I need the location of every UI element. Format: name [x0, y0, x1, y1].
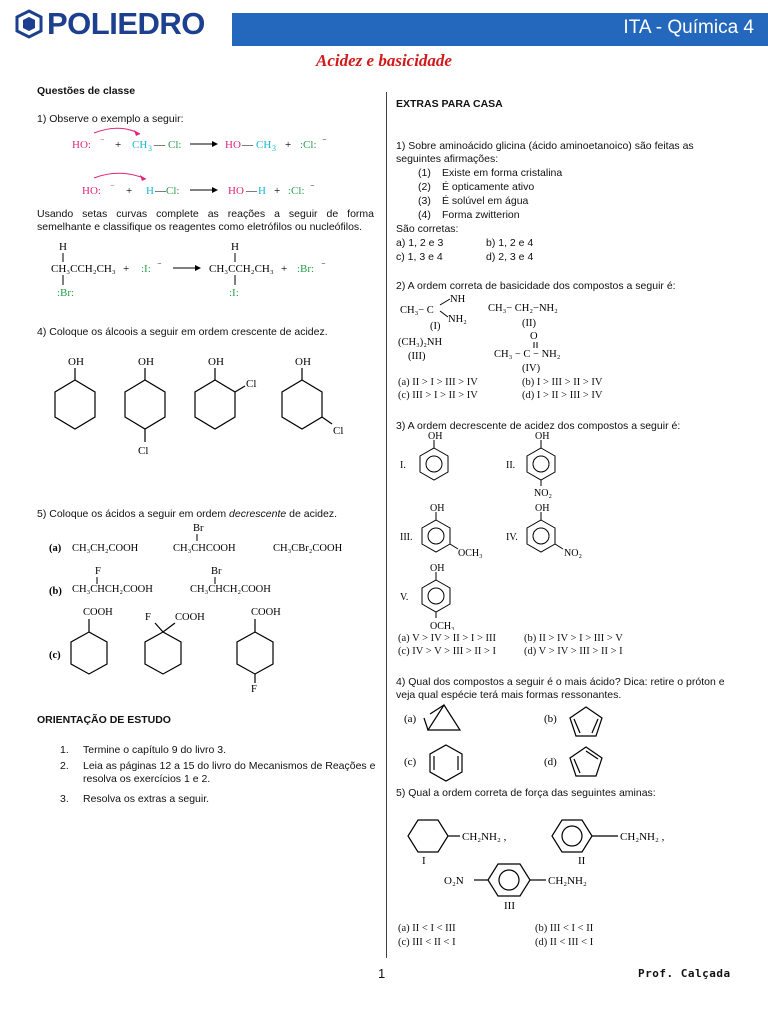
- q5-a2: CH₃CHCOOH: [173, 543, 236, 554]
- svg-text:NH: NH: [450, 294, 466, 305]
- svg-text:OH: OH: [208, 356, 224, 368]
- svg-text::I:: :I:: [229, 287, 239, 299]
- r-q1-n3: (3): [418, 195, 431, 207]
- svg-text::Cl:: :Cl:: [288, 185, 305, 197]
- svg-text:+: +: [281, 263, 288, 275]
- svg-text:II.: II.: [506, 460, 516, 471]
- svg-text:CH: CH: [132, 139, 148, 151]
- svg-text:CH: CH: [256, 139, 272, 151]
- svg-text:Cl: Cl: [246, 378, 257, 390]
- orient-n3: 3.: [60, 793, 69, 805]
- svg-text:III: III: [504, 900, 515, 912]
- r-q2-opt-c: (c) III > I > II > IV: [398, 390, 478, 401]
- q1-exercise-reaction: [45, 238, 345, 304]
- q5-b1: CH₃CHCH₂COOH: [72, 584, 153, 595]
- poliedro-logo-icon: [14, 9, 44, 39]
- svg-text:Br: Br: [193, 523, 204, 534]
- r-q1-correct: São corretas:: [396, 223, 459, 235]
- svg-text:O₂N: O₂N: [444, 875, 464, 887]
- svg-text:CH₂NH₂ ,: CH₂NH₂ ,: [620, 831, 665, 843]
- svg-text:NO₂: NO₂: [534, 488, 552, 499]
- r-q2-opt-d: (d) I > II > III > IV: [522, 390, 603, 401]
- r-q1-text: 1) Sobre aminoácido glicina (ácido aminoetanoico) são feitas as seguintes afirmações:: [396, 140, 694, 165]
- svg-text:(b): (b): [49, 586, 62, 597]
- svg-text:Cl: Cl: [138, 445, 149, 457]
- svg-text:⁻: ⁻: [310, 182, 315, 192]
- r-q1-item-3: É solúvel em água: [442, 195, 529, 207]
- svg-text:OH: OH: [138, 356, 154, 368]
- r-q1-opt-b: b) 1, 2 e 4: [486, 237, 534, 249]
- r-q1-n2: (2): [418, 181, 431, 193]
- svg-text::Br:: :Br:: [57, 287, 75, 299]
- r-q1-item-4: Forma zwitterion: [442, 209, 520, 221]
- svg-text:+: +: [115, 139, 122, 151]
- r-q1-n1: (1): [418, 167, 431, 179]
- svg-text:H: H: [59, 241, 67, 253]
- svg-text:COOH: COOH: [83, 607, 113, 618]
- orient-n1: 1.: [60, 744, 69, 756]
- svg-text::I:: :I:: [141, 263, 151, 275]
- q5-text: 5) Coloque os ácidos a seguir em ordem decrescente de acidez.: [37, 508, 338, 520]
- r-q3-text: 3) A ordem decrescente de acidez dos compostos a seguir é:: [396, 420, 681, 432]
- svg-text:(II): (II): [522, 318, 536, 329]
- svg-text:⁻: ⁻: [100, 136, 105, 146]
- svg-text:(I): (I): [430, 321, 441, 332]
- svg-text:H: H: [231, 241, 239, 253]
- svg-text:OCH₃: OCH₃: [458, 548, 483, 559]
- r-q1-opt-d: d) 2, 3 e 4: [486, 251, 534, 263]
- orient-item-1: Termine o capítulo 9 do livro 3.: [83, 744, 226, 756]
- svg-text:+: +: [274, 185, 281, 197]
- extras-title: EXTRAS PARA CASA: [396, 98, 503, 110]
- svg-text:H: H: [258, 185, 266, 197]
- r-q2-opt-b: (b) I > III > II > IV: [522, 377, 603, 388]
- svg-text::Cl:: :Cl:: [300, 139, 317, 151]
- r-q3-opt-c: (c) IV > V > III > II > I: [398, 646, 497, 657]
- author: Prof. Calçada: [638, 967, 731, 980]
- q4-alcohols: [40, 352, 380, 462]
- orient-item-2: Leia as páginas 12 a 15 do livro do Mecanismos de Reações e resolva os exercícios 1 e 2.: [83, 760, 376, 785]
- svg-text:Br: Br: [211, 566, 222, 577]
- svg-text:O: O: [530, 331, 538, 342]
- course-title: ITA - Química 4: [623, 17, 754, 38]
- r-q2-text: 2) A ordem correta de basicidade dos compostos a seguir é:: [396, 280, 676, 292]
- svg-text:IV.: IV.: [506, 532, 518, 543]
- svg-text:(d): (d): [544, 756, 557, 768]
- r-q3-opt-b: (b) II > IV > I > III > V: [524, 633, 623, 644]
- svg-text:OCH₃: OCH₃: [430, 621, 455, 630]
- svg-text:⁻: ⁻: [157, 260, 162, 270]
- r-q3-opt-d: (d) V > IV > III > II > I: [524, 646, 623, 657]
- svg-text:(CH₃)₂NH: (CH₃)₂NH: [398, 337, 443, 348]
- r-q1-item-1: Existe em forma cristalina: [442, 167, 563, 179]
- svg-text:CH₂NH₂ ,: CH₂NH₂ ,: [462, 831, 507, 843]
- r-q3-opt-a: (a) V > IV > II > I > III: [398, 633, 497, 644]
- r-q5-opt-d: (d) II < III < I: [535, 937, 594, 948]
- orient-n2: 2.: [60, 760, 69, 772]
- svg-text:(a): (a): [49, 543, 62, 554]
- svg-text:V.: V.: [400, 592, 409, 603]
- svg-text:(c): (c): [404, 756, 417, 768]
- q5-acids: [45, 520, 380, 698]
- svg-text:—: —: [155, 185, 166, 197]
- r-q2-compounds: [396, 291, 656, 373]
- course-banner: [232, 13, 768, 46]
- svg-text:F: F: [145, 612, 151, 623]
- r-q1-opt-a: a) 1, 2 e 3: [396, 237, 444, 249]
- svg-text:CH₂NH₂: CH₂NH₂: [548, 875, 587, 887]
- q1-instruction: Usando setas curvas complete as reações a seguir de forma semelhante e classifique os reagentes como eletrófilos ou nucleófilos.: [37, 208, 374, 233]
- svg-text:COOH: COOH: [251, 607, 281, 618]
- orient-title: ORIENTAÇÃO DE ESTUDO: [37, 714, 171, 726]
- svg-text:III.: III.: [400, 532, 413, 543]
- svg-text:+: +: [126, 185, 133, 197]
- r-q1-n4: (4): [418, 209, 431, 221]
- svg-text:(IV): (IV): [522, 363, 541, 373]
- svg-text:(a): (a): [404, 713, 417, 725]
- svg-text:(b): (b): [544, 713, 557, 725]
- r-q5-opt-a: (a) II < I < III: [398, 923, 456, 934]
- page-header: [0, 0, 768, 46]
- svg-text:(III): (III): [408, 351, 426, 362]
- svg-text:NH₂: NH₂: [448, 314, 467, 325]
- orient-item-3: Resolva os extras a seguir.: [83, 793, 210, 805]
- q1-text: 1) Observe o exemplo a seguir:: [37, 113, 184, 125]
- svg-text:—: —: [246, 185, 257, 197]
- svg-text:(c): (c): [49, 650, 61, 661]
- svg-text:—: —: [154, 139, 165, 151]
- svg-text:OH: OH: [535, 503, 550, 514]
- svg-text:⁻: ⁻: [321, 260, 326, 270]
- svg-text:OH: OH: [535, 431, 550, 442]
- svg-text:HO:: HO:: [72, 139, 91, 151]
- section-title: Questões de classe: [37, 85, 136, 97]
- r-q1-item-2: É opticamente ativo: [442, 181, 535, 193]
- q5-b2: CH₃CHCH₂COOH: [190, 584, 271, 595]
- r-q5-opt-b: (b) III < I < II: [535, 923, 594, 934]
- svg-text:3: 3: [272, 144, 276, 153]
- svg-text::Br:: :Br:: [297, 263, 315, 275]
- svg-text:F: F: [251, 684, 257, 695]
- r-q3-phenols: [396, 430, 656, 630]
- svg-text:OH: OH: [428, 431, 443, 442]
- svg-text:F: F: [95, 566, 101, 577]
- svg-text:CH₃CCH₂CH₃: CH₃CCH₂CH₃: [51, 263, 116, 275]
- svg-text:HO:: HO:: [82, 185, 101, 197]
- q4-text: 4) Coloque os álcoois a seguir em ordem crescente de acidez.: [37, 326, 328, 338]
- svg-text:Cl:: Cl:: [166, 185, 180, 197]
- svg-text:NO₂: NO₂: [564, 548, 582, 559]
- logo-text: POLIEDRO: [47, 6, 205, 41]
- r-q5-text: 5) Qual a ordem correta de força das seguintes aminas:: [396, 787, 656, 799]
- svg-text:CH₃− CH₂−NH₂: CH₃− CH₂−NH₂: [488, 303, 558, 314]
- page-number: 1: [378, 966, 386, 981]
- r-q5-opt-c: (c) III < II < I: [398, 937, 456, 948]
- r-q1-opt-c: c) 1, 3 e 4: [396, 251, 443, 263]
- q5-a3: CH₃CBr₂COOH: [273, 543, 343, 554]
- svg-text:CH₃CCH₂CH₃: CH₃CCH₂CH₃: [209, 263, 274, 275]
- svg-text:OH: OH: [430, 503, 445, 514]
- svg-text:II: II: [578, 855, 586, 867]
- q5-a1: CH₃CH₂COOH: [72, 543, 139, 554]
- svg-text:CH₃ − C − NH₂: CH₃ − C − NH₂: [494, 349, 561, 360]
- svg-text:OH: OH: [68, 356, 84, 368]
- svg-text:CH₃− C: CH₃− C: [400, 305, 434, 316]
- r-q2-opt-a: (a) II > I > III > IV: [398, 377, 478, 388]
- svg-text:⁻: ⁻: [322, 136, 327, 146]
- svg-text:OH: OH: [430, 563, 445, 574]
- svg-text:—: —: [242, 139, 253, 151]
- svg-text:I.: I.: [400, 460, 406, 471]
- svg-text:+: +: [285, 139, 292, 151]
- svg-text:COOH: COOH: [175, 612, 205, 623]
- svg-text:HO: HO: [225, 139, 241, 151]
- svg-text:3: 3: [148, 144, 152, 153]
- svg-text:Cl: Cl: [333, 425, 344, 437]
- svg-text:⁻: ⁻: [110, 182, 115, 192]
- svg-text:I: I: [422, 855, 426, 867]
- r-q4-options: [400, 702, 620, 782]
- r-q5-amines: [396, 812, 696, 912]
- svg-text:OH: OH: [295, 356, 311, 368]
- svg-text:HO: HO: [228, 185, 244, 197]
- q1-example-reactions: [60, 126, 380, 206]
- logo: [14, 8, 205, 40]
- page-title: Acidez e basicidade: [316, 51, 452, 70]
- svg-text:Cl:: Cl:: [168, 139, 182, 151]
- svg-text:H: H: [146, 185, 154, 197]
- column-divider: [386, 92, 387, 958]
- r-q4-text: 4) Qual dos compostos a seguir é o mais ácido? Dica: retire o próton e veja qual espécie terá mais formas ressonantes.: [396, 676, 725, 701]
- svg-text:+: +: [123, 263, 130, 275]
